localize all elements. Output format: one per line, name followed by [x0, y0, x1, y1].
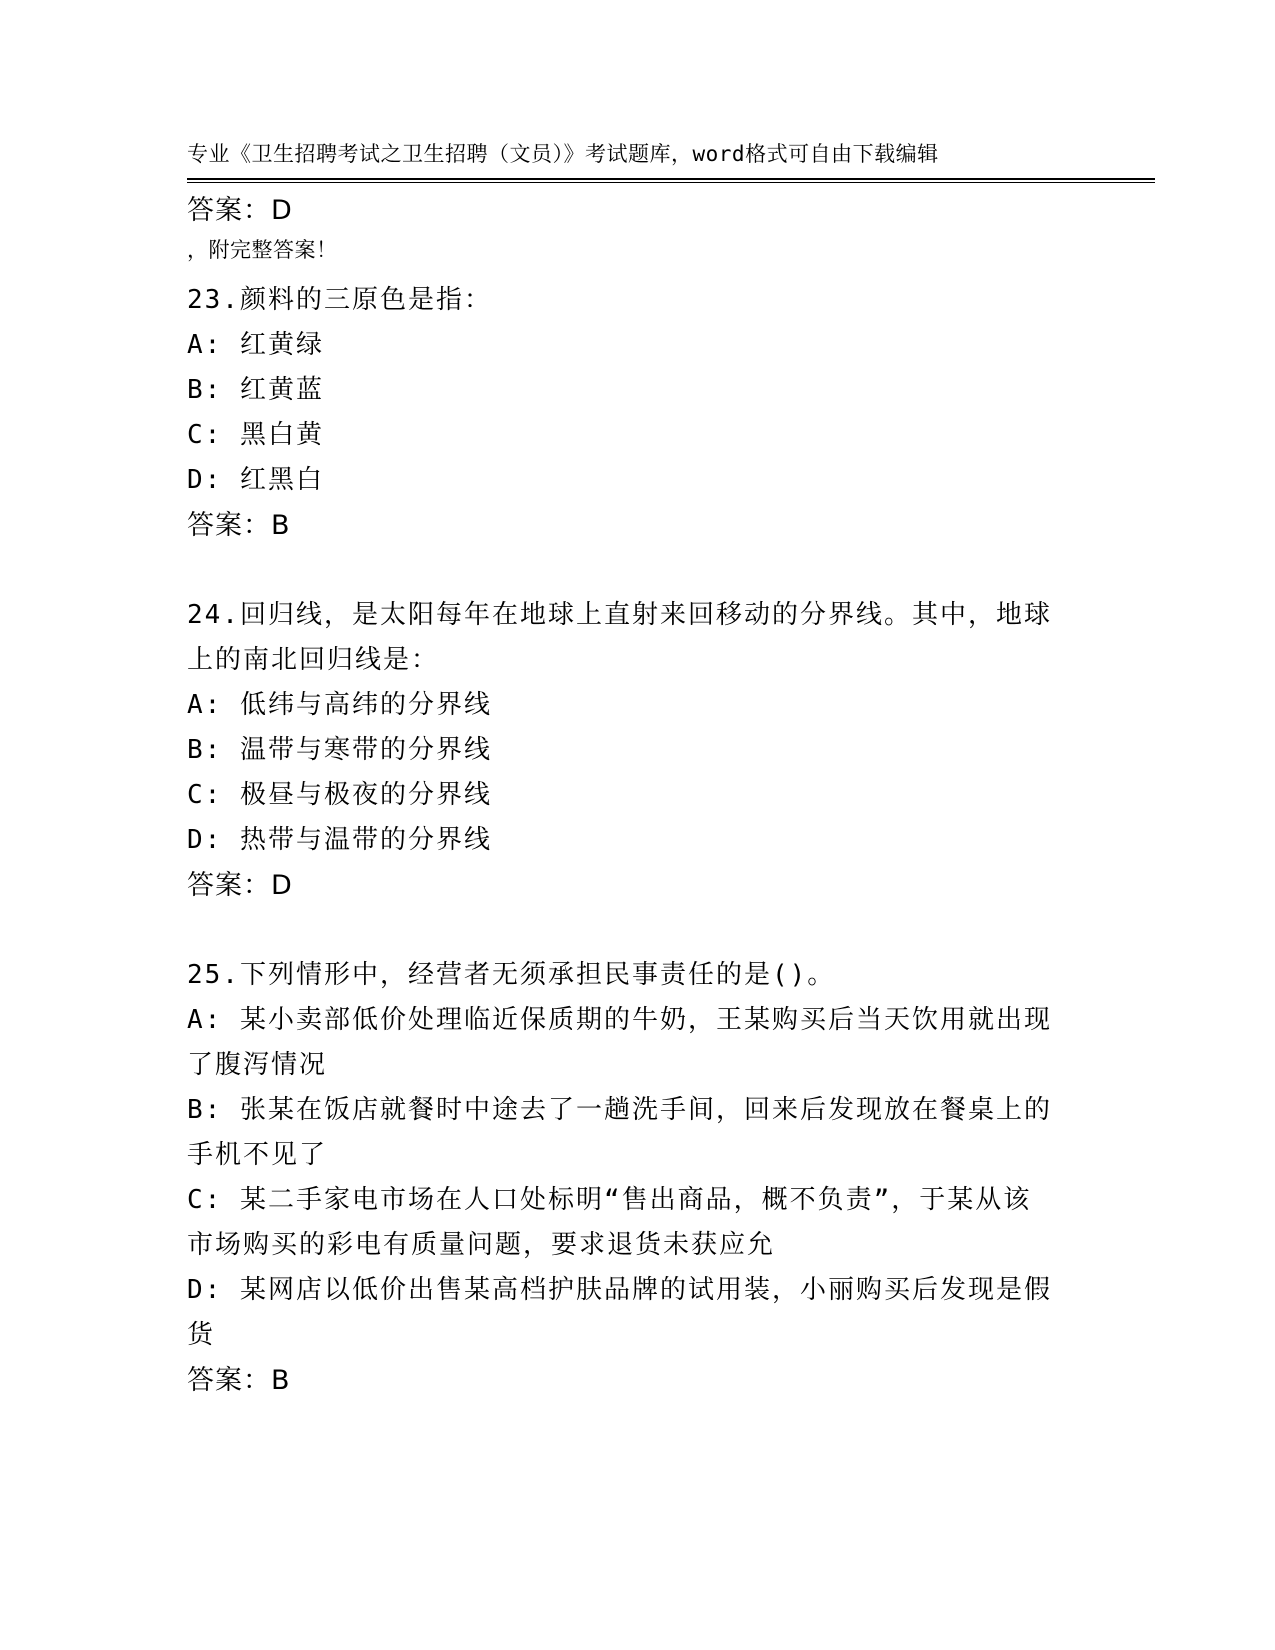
option-d: D: 红黑白 [187, 465, 324, 495]
option-a-continued: 了腹泻情况 [187, 1050, 328, 1080]
option-b: B: 温带与寒带的分界线 [187, 735, 492, 765]
previous-answer: 答案：D [187, 195, 293, 226]
question-block [187, 593, 1087, 908]
option-c: C: 极昼与极夜的分界线 [187, 780, 492, 810]
question-stem-continued: 上的南北回归线是： [187, 645, 440, 675]
option-c: C: 某二手家电市场在人口处标明“售出商品，概不负责”，于某从该 [187, 1185, 1032, 1215]
question-list [187, 188, 1087, 1403]
option-a: A: 红黄绿 [187, 330, 324, 360]
spacer [187, 908, 1087, 953]
question-block [187, 278, 1087, 548]
option-c: C: 黑白黄 [187, 420, 324, 450]
question-block [187, 953, 1087, 1403]
question-stem: 24.回归线，是太阳每年在地球上直射来回移动的分界线。其中，地球 [187, 600, 1052, 630]
answer-label: 答案：B [187, 1365, 291, 1396]
option-b: B: 红黄蓝 [187, 375, 324, 405]
answer-label: 答案：D [187, 870, 293, 901]
header-line-1: 专业《卫生招聘考试之卫生招聘（文员）》考试题库，word格式可自由下载编辑 [187, 142, 939, 166]
question-stem: 23.颜料的三原色是指： [187, 285, 492, 315]
option-b: B: 张某在饭店就餐时中途去了一趟洗手间，回来后发现放在餐桌上的 [187, 1095, 1052, 1125]
option-a: A: 某小卖部低价处理临近保质期的牛奶，王某购买后当天饮用就出现 [187, 1005, 1052, 1035]
option-d: D: 某网店以低价出售某高档护肤品牌的试用装，小丽购买后发现是假 [187, 1275, 1052, 1305]
spacer [187, 233, 1087, 278]
option-c-continued: 市场购买的彩电有质量问题，要求退货未获应允 [187, 1230, 776, 1260]
header-divider-thin [187, 182, 1155, 183]
option-d-continued: 货 [187, 1320, 216, 1350]
header-divider-thick [187, 178, 1155, 180]
answer-label: 答案：B [187, 510, 291, 541]
header-line-2: ，附完整答案！ [187, 238, 338, 262]
spacer [187, 548, 1087, 593]
option-a: A: 低纬与高纬的分界线 [187, 690, 492, 720]
option-d: D: 热带与温带的分界线 [187, 825, 492, 855]
question-stem: 25.下列情形中，经营者无须承担民事责任的是()。 [187, 960, 836, 990]
option-b-continued: 手机不见了 [187, 1140, 328, 1170]
